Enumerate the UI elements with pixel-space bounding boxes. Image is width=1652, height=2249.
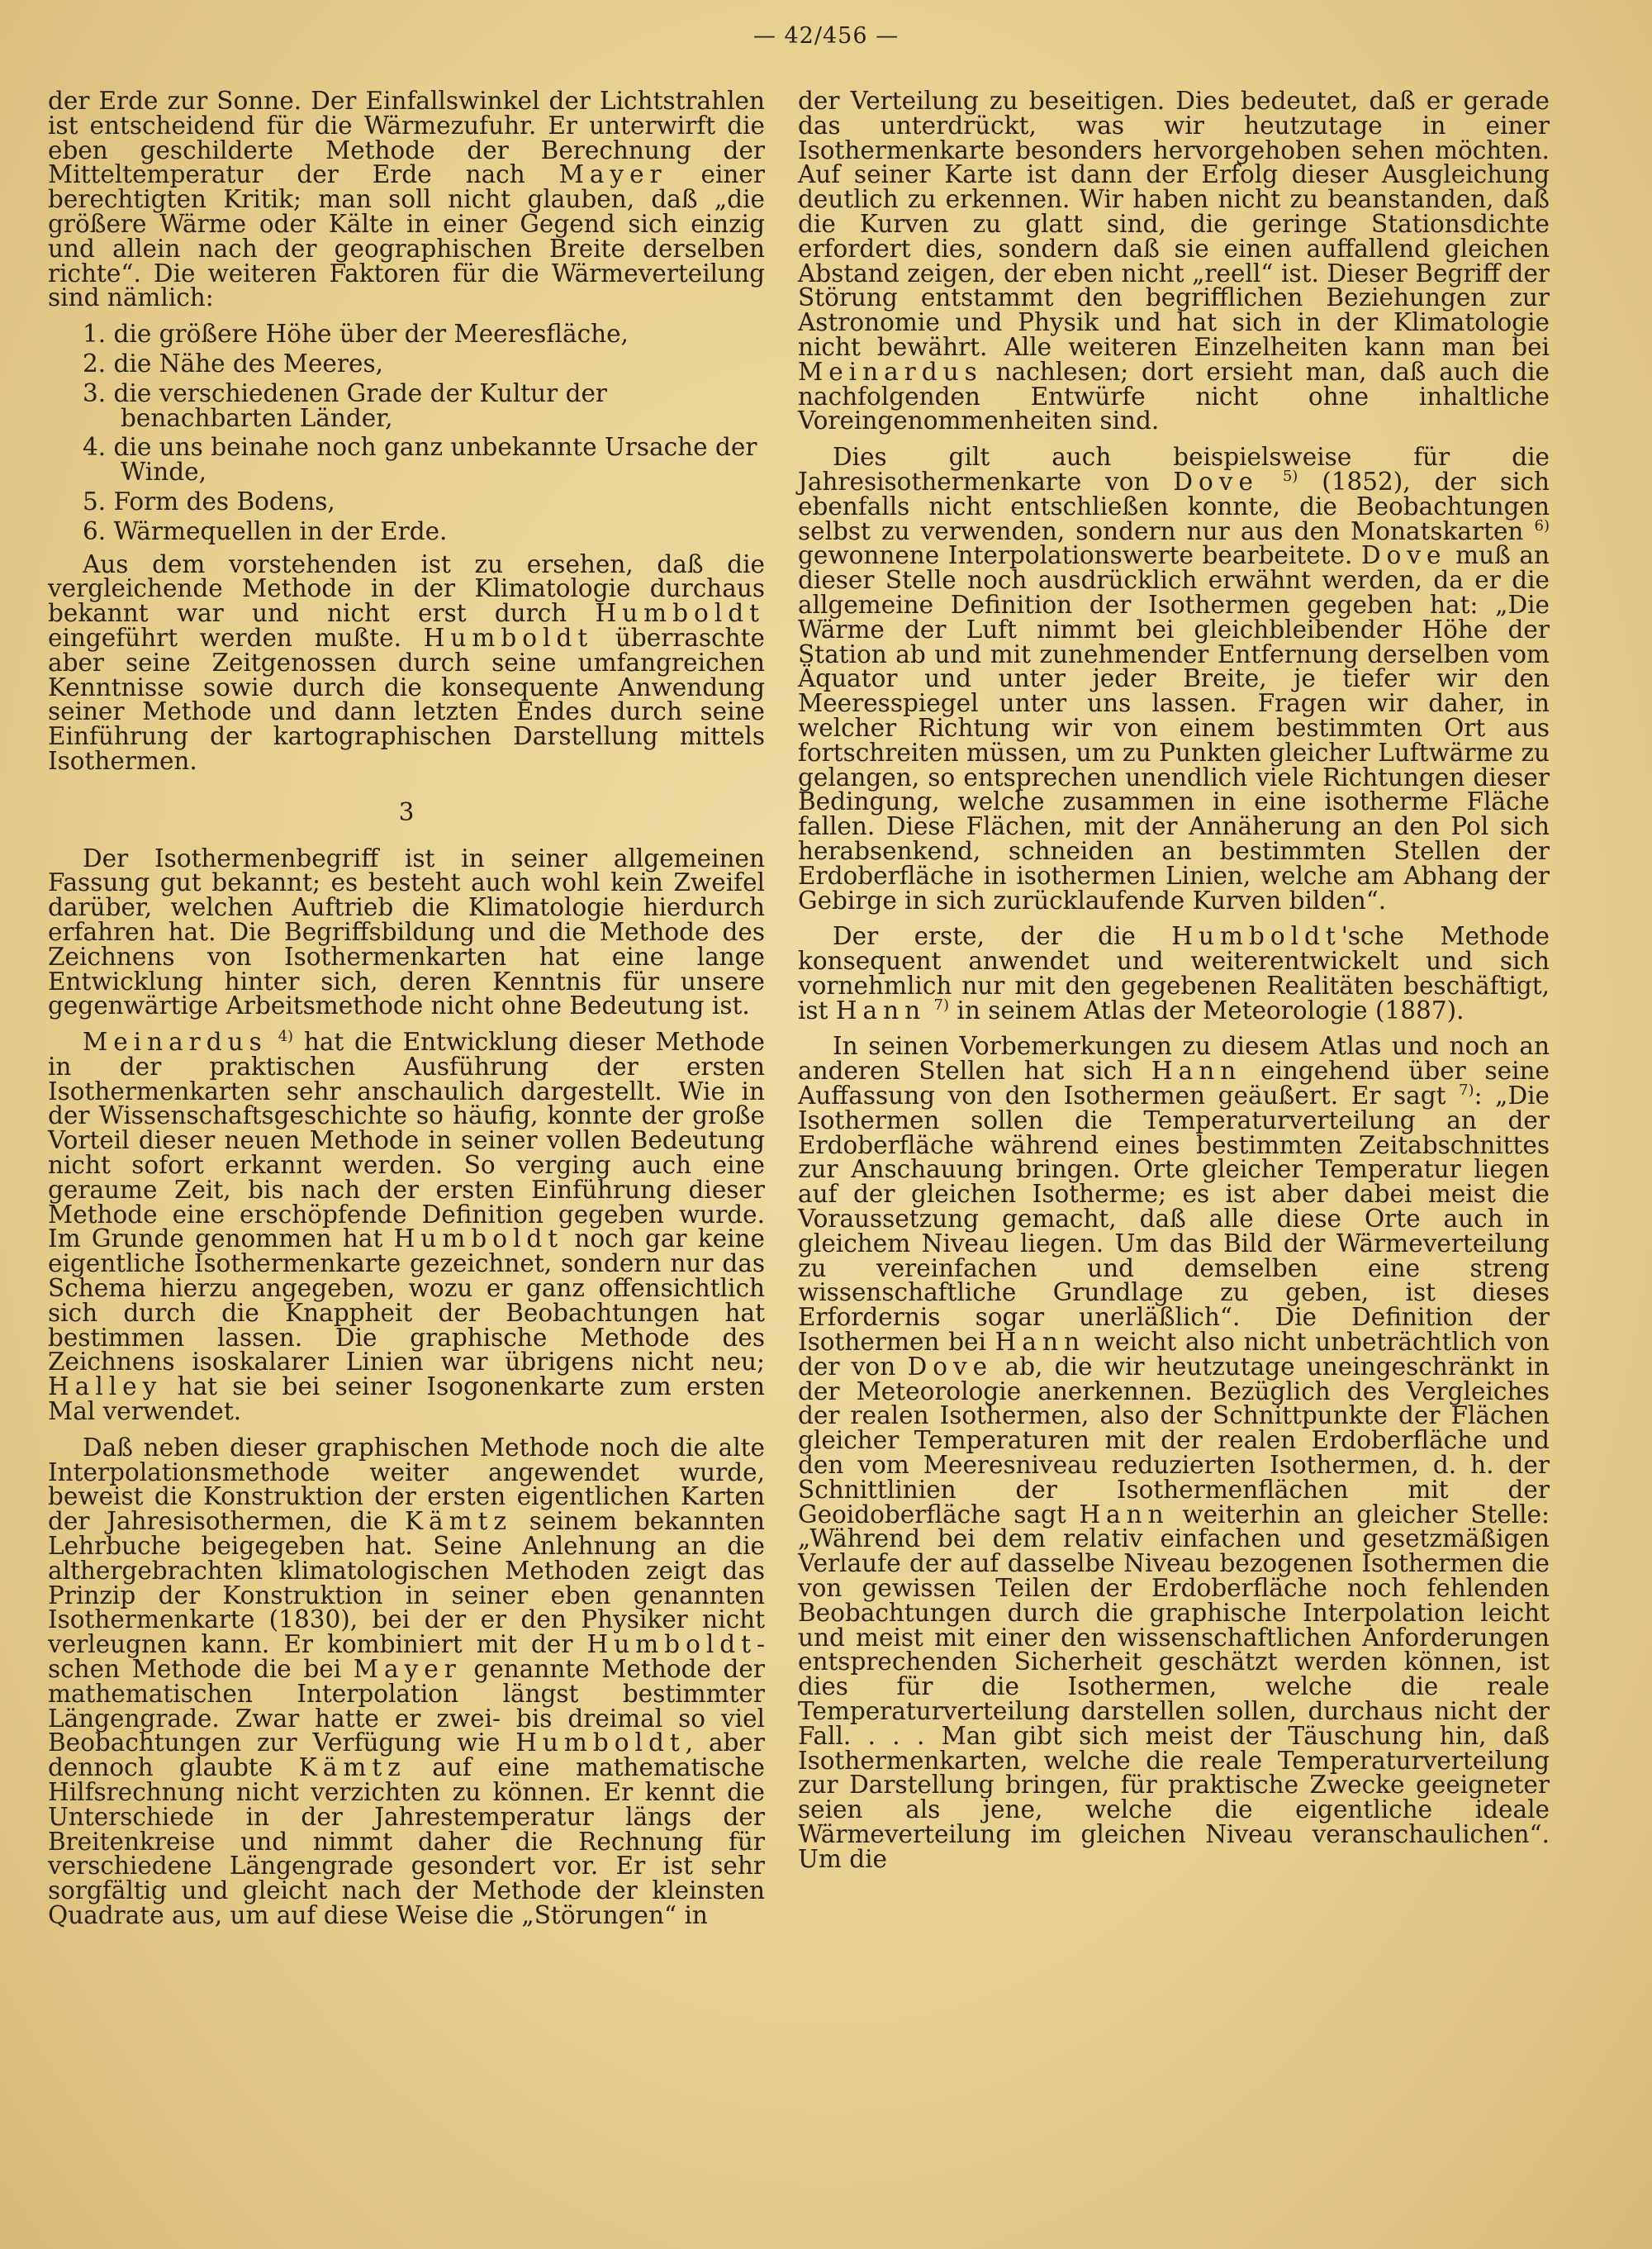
paragraph: Daß neben dieser graphischen Methode noch die alte Interpolationsmethode weiter angewendet wurde, beweist die Konstruktion der ersten eigentlichen Karten der Jahresisothermen, die Kämtz seinem bekannten Lehrbuche beigegeben hat. Seine Anlehnung an die althergebrachten klimatologischen Methoden zeigt das Prinzip der Konstruktion in seiner eben genannten Isothermenkarte (1830), bei der er den Physiker nicht verleugnen kann. Er kombiniert mit der Humboldt-schen Methode die bei Mayer genannte Methode der mathematischen Interpolation längst bestimmter Längengrade. Zwar hatte er zwei- bis dreimal so viel Beobachtungen zur Verfügung wie Humboldt, aber dennoch glaubte Kämtz auf eine mathematische Hilfsrechnung nicht verzichten zu können. Er kennt die Unterschiede in der Jahrestemperatur längs der Breitenkreise und nimmt daher die Rechnung für verschiedene Längengrade gesondert vor. Er ist sehr sorgfältig und gleicht nach der Methode der kleinsten Quadrate aus, um auf diese Weise die „Störungen“ in xyxy=(48,1433,765,1929)
footnote-ref[interactable]: 7) xyxy=(1459,1082,1474,1100)
footnote-ref[interactable]: 7) xyxy=(933,996,950,1014)
list-item: 2. die Nähe des Meeres, xyxy=(83,349,383,378)
left-column xyxy=(48,89,765,1940)
paragraph: Der erste, der die Humboldt'sche Methode konsequent anwendet und weiterentwickelt und sich vornehmlich nur mit den gegebenen Realitäten beschäftigt, ist Hann $^{7)}$ in seinem Atlas der Meteorologie (1887). xyxy=(798,922,1550,1025)
footnote-ref[interactable]: 6) xyxy=(1534,516,1550,535)
list-item: 1. die größere Höhe über der Meeresfläche, xyxy=(83,320,629,349)
paragraph: der Erde zur Sonne. Der Einfallswinkel der Lichtstrahlen ist entscheidend für die Wärmezufuhr. Er unterwirft die eben geschilderte Methode der Berechnung der Mitteltemperatur der Erde nach Mayer einer berechtigten Kritik; man soll nicht glauben, daß „die größere Wärme oder Kälte in einer Gegend sich einzig und allein nach der geographischen Breite derselben richte“. Die weiteren Faktoren für die Wärmeverteilung sind nämlich: xyxy=(48,87,765,312)
paragraph: Der Isothermenbegriff ist in seiner allgemeinen Fassung gut bekannt; es besteht auch wohl kein Zweifel darüber, welchen Auftrieb die Klimatologie hierdurch erfahren hat. Die Begriffsbildung und die Methode des Zeichnens von Isothermenkarten hat eine lange Entwicklung hinter sich, deren Kenntnis für unsere gegenwärtige Arbeitsmethode nicht ohne Bedeutung ist. xyxy=(48,844,765,1020)
page-number: — 42/456 — xyxy=(752,23,900,49)
paragraph: Aus dem vorstehenden ist zu ersehen, daß die vergleichende Methode in der Klimatologie durchaus bekannt war und nicht erst durch Humboldt eingeführt werden mußte. Humboldt überraschte aber seine Zeitgenossen durch seine umfangreichen Kenntnisse sowie durch die konsequente Anwendung seiner Methode und dann letzten Endes durch seine Einführung der kartographischen Darstellung mittels Isothermen. xyxy=(48,549,765,775)
paragraph: In seinen Vorbemerkungen zu diesem Atlas und noch an anderen Stellen hat sich Hann eingehend über seine Auffassung von den Isothermen geäußert. Er sagt $^{7)}$: „Die Isothermen sollen die Temperaturverteilung an der Erdoberfläche während eines bestimmten Zeitabschnittes zur Anschauung bringen. Orte gleicher Temperatur liegen auf der gleichen Isotherme; es ist aber dabei meist die Voraussetzung gemacht, daß alle diese Orte auch in gleichem Niveau liegen. Um das Bild der Wärmeverteilung zu vereinfachen und demselben eine streng wissenschaftliche Grundlage zu geben, ist dieses Erfordernis sogar unerläßlich“. Die Definition der Isothermen bei Hann weicht also nicht unbeträchtlich von der von Dove ab, die wir heutzutage uneingeschränkt in der Meteorologie anerkennen. Bezüglich des Vergleiches der realen Isothermen, also der Schnittpunkte der Flächen gleicher Temperaturen mit der realen Erdoberfläche und den vom Meeresniveau reduzierten Isothermen, d. h. der Schnittlinien der Isothermenflächen mit der Geoidoberfläche sagt Hann weiterhin an gleicher Stelle: „Während bei dem relativ einfachen und gesetzmäßigen Verlaufe der auf dasselbe Niveau bezogenen Isothermen die von gewissen Teilen der Erdoberfläche noch fehlenden Beobachtungen durch die graphische Interpolation leicht und meist mit einer den wissenschaftlichen Anforderungen entsprechenden Sicherheit geschätzt werden können, ist dies für die Isothermen, welche die reale Temperaturverteilung darstellen sollen, durchaus nicht der Fall. . . . Man gibt sich meist der Täuschung hin, daß Isothermenkarten, welche die reale Temperaturverteilung zur Darstellung bringen, für praktische Zwecke geeigneter seien als jene, welche die eigentliche ideale Wärmeverteilung im gleichen Niveau veranschaulichen“. Um die xyxy=(798,1032,1550,1873)
footnote-ref[interactable]: 4) xyxy=(278,1028,294,1046)
paragraph: Dies gilt auch beispielsweise für die Jahresisothermenkarte von Dove $^{5)}$ (1852), der sich ebenfalls nicht entschließen konnte, die Beobachtungen selbst zu verwenden, sondern nur aus den Monatskarten $^{6)}$ gewonnene Interpolationswerte bearbeitete. Dove muß an dieser Stelle noch ausdrücklich erwähnt werden, da er die allgemeine Definition der Isothermen gegeben hat: „Die Wärme der Luft nimmt bei gleichbleibender Höhe der Station ab und mit zunehmender Entfernung derselben vom Äquator und unter jeder Breite, je tiefer wir den Meeresspiegel unter uns lassen. Fragen wir daher, in welcher Richtung wir von einem bestimmten Ort aus fortschreiten müssen, um zu Punkten gleicher Luftwärme zu gelangen, so entsprechen unendlich viele Richtungen dieser Bedingung, welche zusammen in eine isotherme Fläche fallen. Diese Flächen, mit der Annäherung an den Pol sich herabsenkend, schneiden an bestimmten Stellen der Erdoberfläche in isothermen Linien, welche am Abhang der Gebirge in sich zurücklaufende Kurven bilden“. xyxy=(798,443,1550,915)
factor-list xyxy=(48,322,765,544)
list-item: 3. die verschiedenen Grade der Kultur der benachbarten Länder, xyxy=(83,378,608,432)
list-item: 5. Form des Bodens, xyxy=(83,487,335,516)
list-item: 6. Wärmequellen in der Erde. xyxy=(83,516,448,545)
list-item: 4. die uns beinahe noch ganz unbekannte Ursache der Winde, xyxy=(83,433,757,487)
paragraph: Meinardus $^{4)}$ hat die Entwicklung dieser Methode in der praktischen Ausführung der ersten Isothermenkarten sehr anschaulich dargestellt. Wie in der Wissenschaftsgeschichte so häufig, konnte der große Vorteil dieser neuen Methode in seiner vollen Bedeutung nicht sofort erkannt werden. So verging auch eine geraume Zeit, bis nach der ersten Einführung dieser Methode eine erschöpfende Definition gegeben wurde. Im Grunde genommen hat Humboldt noch gar keine eigentliche Isothermenkarte gezeichnet, sondern nur das Schema hierzu angegeben, wozu er ganz offensichtlich sich durch die Knappheit der Beobachtungen hat bestimmen lassen. Die graphische Methode des Zeichnens isoskalarer Linien war übrigens nicht neu; Halley hat sie bei seiner Isogonenkarte zum ersten Mal verwendet. xyxy=(48,1028,765,1426)
right-column xyxy=(798,89,1550,1884)
paragraph: der Verteilung zu beseitigen. Dies bedeutet, daß er gerade das unterdrückt, was wir heutzutage in einer Isothermenkarte besonders hervorgehoben sehen möchten. Auf seiner Karte ist dann der Erfolg dieser Ausgleichung deutlich zu erkennen. Wir haben nicht zu beanstanden, daß die Kurven zu glatt sind, die geringe Stationsdichte erfordert dies, sondern daß sie einen auffallend gleichen Abstand zeigen, der eben nicht „reell“ ist. Dieser Begriff der Störung entstammt den begrifflichen Beziehungen zur Astronomie und Physik und hat sich in der Klimatologie nicht bewährt. Alle weiteren Einzelheiten kann man bei Meinardus nachlesen; dort ersieht man, daß auch die nachfolgenden Entwürfe nicht ohne inhaltliche Voreingenommenheiten sind. xyxy=(798,87,1550,435)
section-number: 3 xyxy=(398,797,415,826)
footnote-ref[interactable]: 5) xyxy=(1282,468,1298,486)
